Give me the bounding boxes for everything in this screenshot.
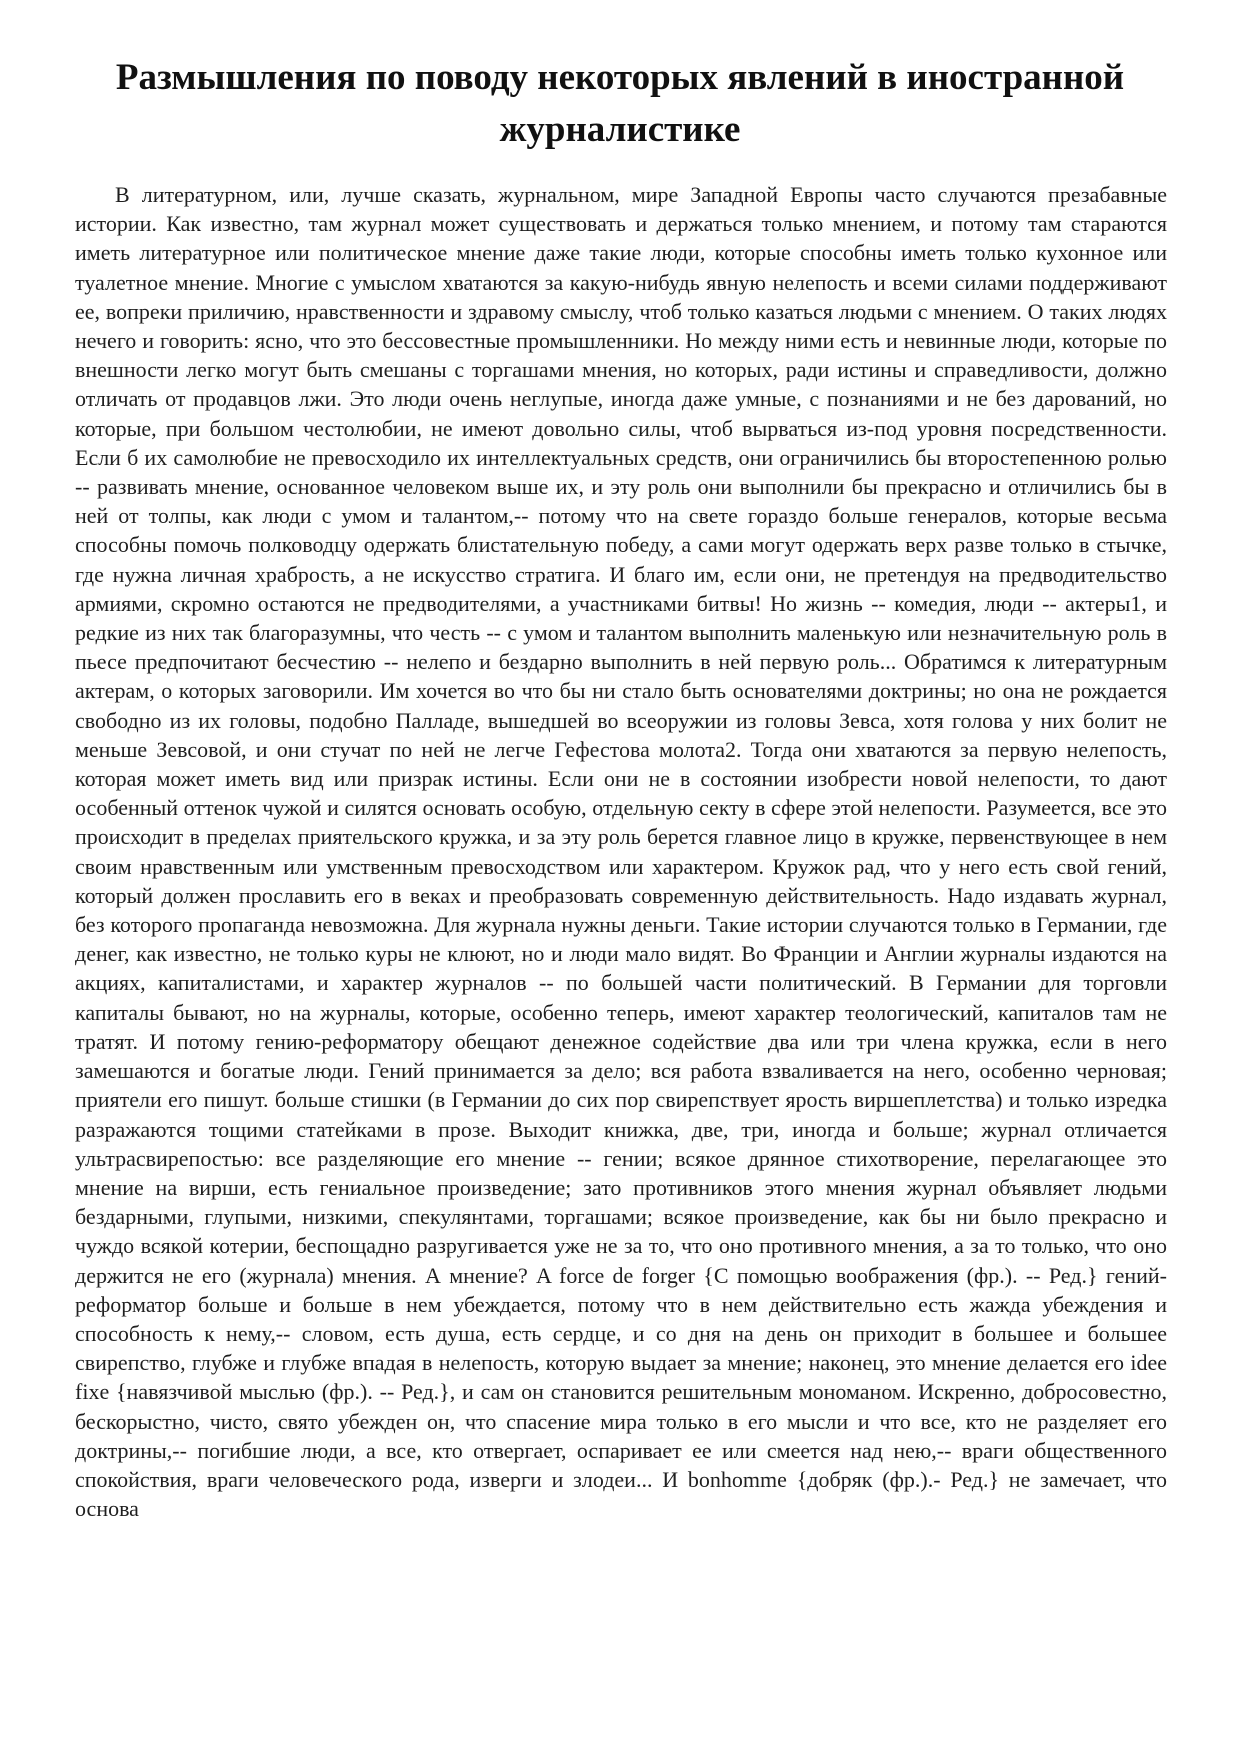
page-title: Размышления по поводу некоторых явлений в иностранной журналистике (115, 57, 1125, 150)
body-paragraph: В литературном, или, лучше сказать, журнальном, мире Западной Европы часто случаются презабавные истории. Как известно, там журнал может существовать и держаться только мнением, и потому там стараются иметь литературное или политическое мнение даже такие люди, которые способны иметь только кухонное или туалетное мнение. Многие с умыслом хватаются за какую-нибудь явную нелепость и всеми силами поддерживают ее, вопреки приличию, нравственности и здравому смыслу, чтоб только казаться людьми с мнением. О таких людях нечего и говорить: ясно, что это бессовестные промышленники. Но между ними есть и невинные люди, которые по внешности легко могут быть смешаны с торгашами мнения, но которых, ради истины и справедливости, должно отличать от продавцов лжи. Это люди очень неглупые, иногда даже умные, с познаниями и не без дарований, но которые, при большом честолюбии, не имеют довольно силы, чтоб вырваться из-под уровня посредственности. Если б их самолюбие не превосходило их интеллектуальных средств, они ограничились бы второстепенною ролью -- развивать мнение, основанное человеком выше их, и эту роль они выполнили бы прекрасно и отличились бы в ней от толпы, как люди с умом и талантом,-- потому что на свете гораздо больше генералов, которые весьма способны помочь полководцу одержать блистательную победу, а сами могут одержать верх разве только в стычке, где нужна личная храбрость, а не искусство стратига. И благо им, если они, не претендуя на предводительство армиями, скромно остаются не предводителями, а участниками битвы! Но жизнь -- комедия, люди -- актеры1, и редкие из них так благоразумны, что честь -- с умом и талантом выполнить маленькую или незначительную роль в пьесе предпочитают бесчестию -- нелепо и бездарно выполнить в ней первую роль... Обратимся к литературным актерам, о которых заговорили. Им хочется во что бы ни стало быть основателями доктрины; но она не рождается свободно из их головы, подобно Палладе, вышедшей во всеоружии из головы Зевса, хотя голова у них болит не меньше Зевсовой, и они стучат по ней не легче Гефестова молота2. Тогда они хватаются за первую нелепость, которая может иметь вид или призрак истины. Если они не в состоянии изобрести новой нелепости, то дают особенный оттенок чужой и силятся основать особую, отдельную секту в сфере этой нелепости. Разумеется, все это происходит в пределах приятельского кружка, и за эту роль берется главное лицо в кружке, первенствующее в нем своим нравственным или умственным превосходством или характером. Кружок рад, что у него есть свой гений, который должен прославить его в веках и преобразовать современную действительность. Надо издавать журнал, без которого пропаганда невозможна. Для журнала нужны деньги. Такие истории случаются только в Германии, где денег, как известно, не только куры не клюют, но и люди мало видят. Во Франции и Англии журналы издаются на акциях, капиталистами, и характер журналов -- по большей части политический. В Германии для торговли капиталы бывают, но на журналы, которые, особенно теперь, имеют характер теологический, капиталов там не тратят. И потому гению-реформатору обещают денежное содействие два или три члена кружка, если в него замешаются и богатые люди. Гений принимается за дело; вся работа взваливается на него, особенно черновая; приятели его пишут. больше стишки (в Германии до сих пор свирепствует ярость виршеплетства) и только изредка разражаются тощими статейками в прозе. Выходит книжка, две, три, иногда и больше; журнал отличается ультрасвирепостью: все разделяющие его мнение -- гении; всякое дрянное стихотворение, перелагающее это мнение на вирши, есть гениальное произведение; зато противников этого мнения журнал объявляет людьми бездарными, глупыми, низкими, спекулянтами, торгашами; всякое произведение, как бы ни было прекрасно и чуждо всякой котерии, беспощадно разругивается уже не за то, что оно противного мнения, а за то только, что оно держится не его (журнала) мнения. А мнение? A force de forger {С помощью воображения (фр.). -- Ред.} гений-реформатор больше и больше в нем убеждается, потому что в нем действительно есть жажда убеждения и способность к нему,-- словом, есть душа, есть сердце, и со дня на день он приходит в большее и большее свирепство, глубже и глубже впадая в нелепость, которую выдает за мнение; наконец, это мнение делается его idee fixe {навязчивой мыслью (фр.). -- Ред.}, и сам он становится решительным мономаном. Искренно, добросовестно, бескорыстно, чисто, свято убежден он, что спасение мира только в его мысли и что все, кто не разделяет его доктрины,-- погибшие люди, а все, кто отвергает, оспаривает ее или смеется над нею,-- враги общественного спокойствия, враги человеческого рода, изверги и злодеи... И bonhomme {добряк (фр.).- Ред.} не замечает, что основа (75, 182, 1167, 1522)
